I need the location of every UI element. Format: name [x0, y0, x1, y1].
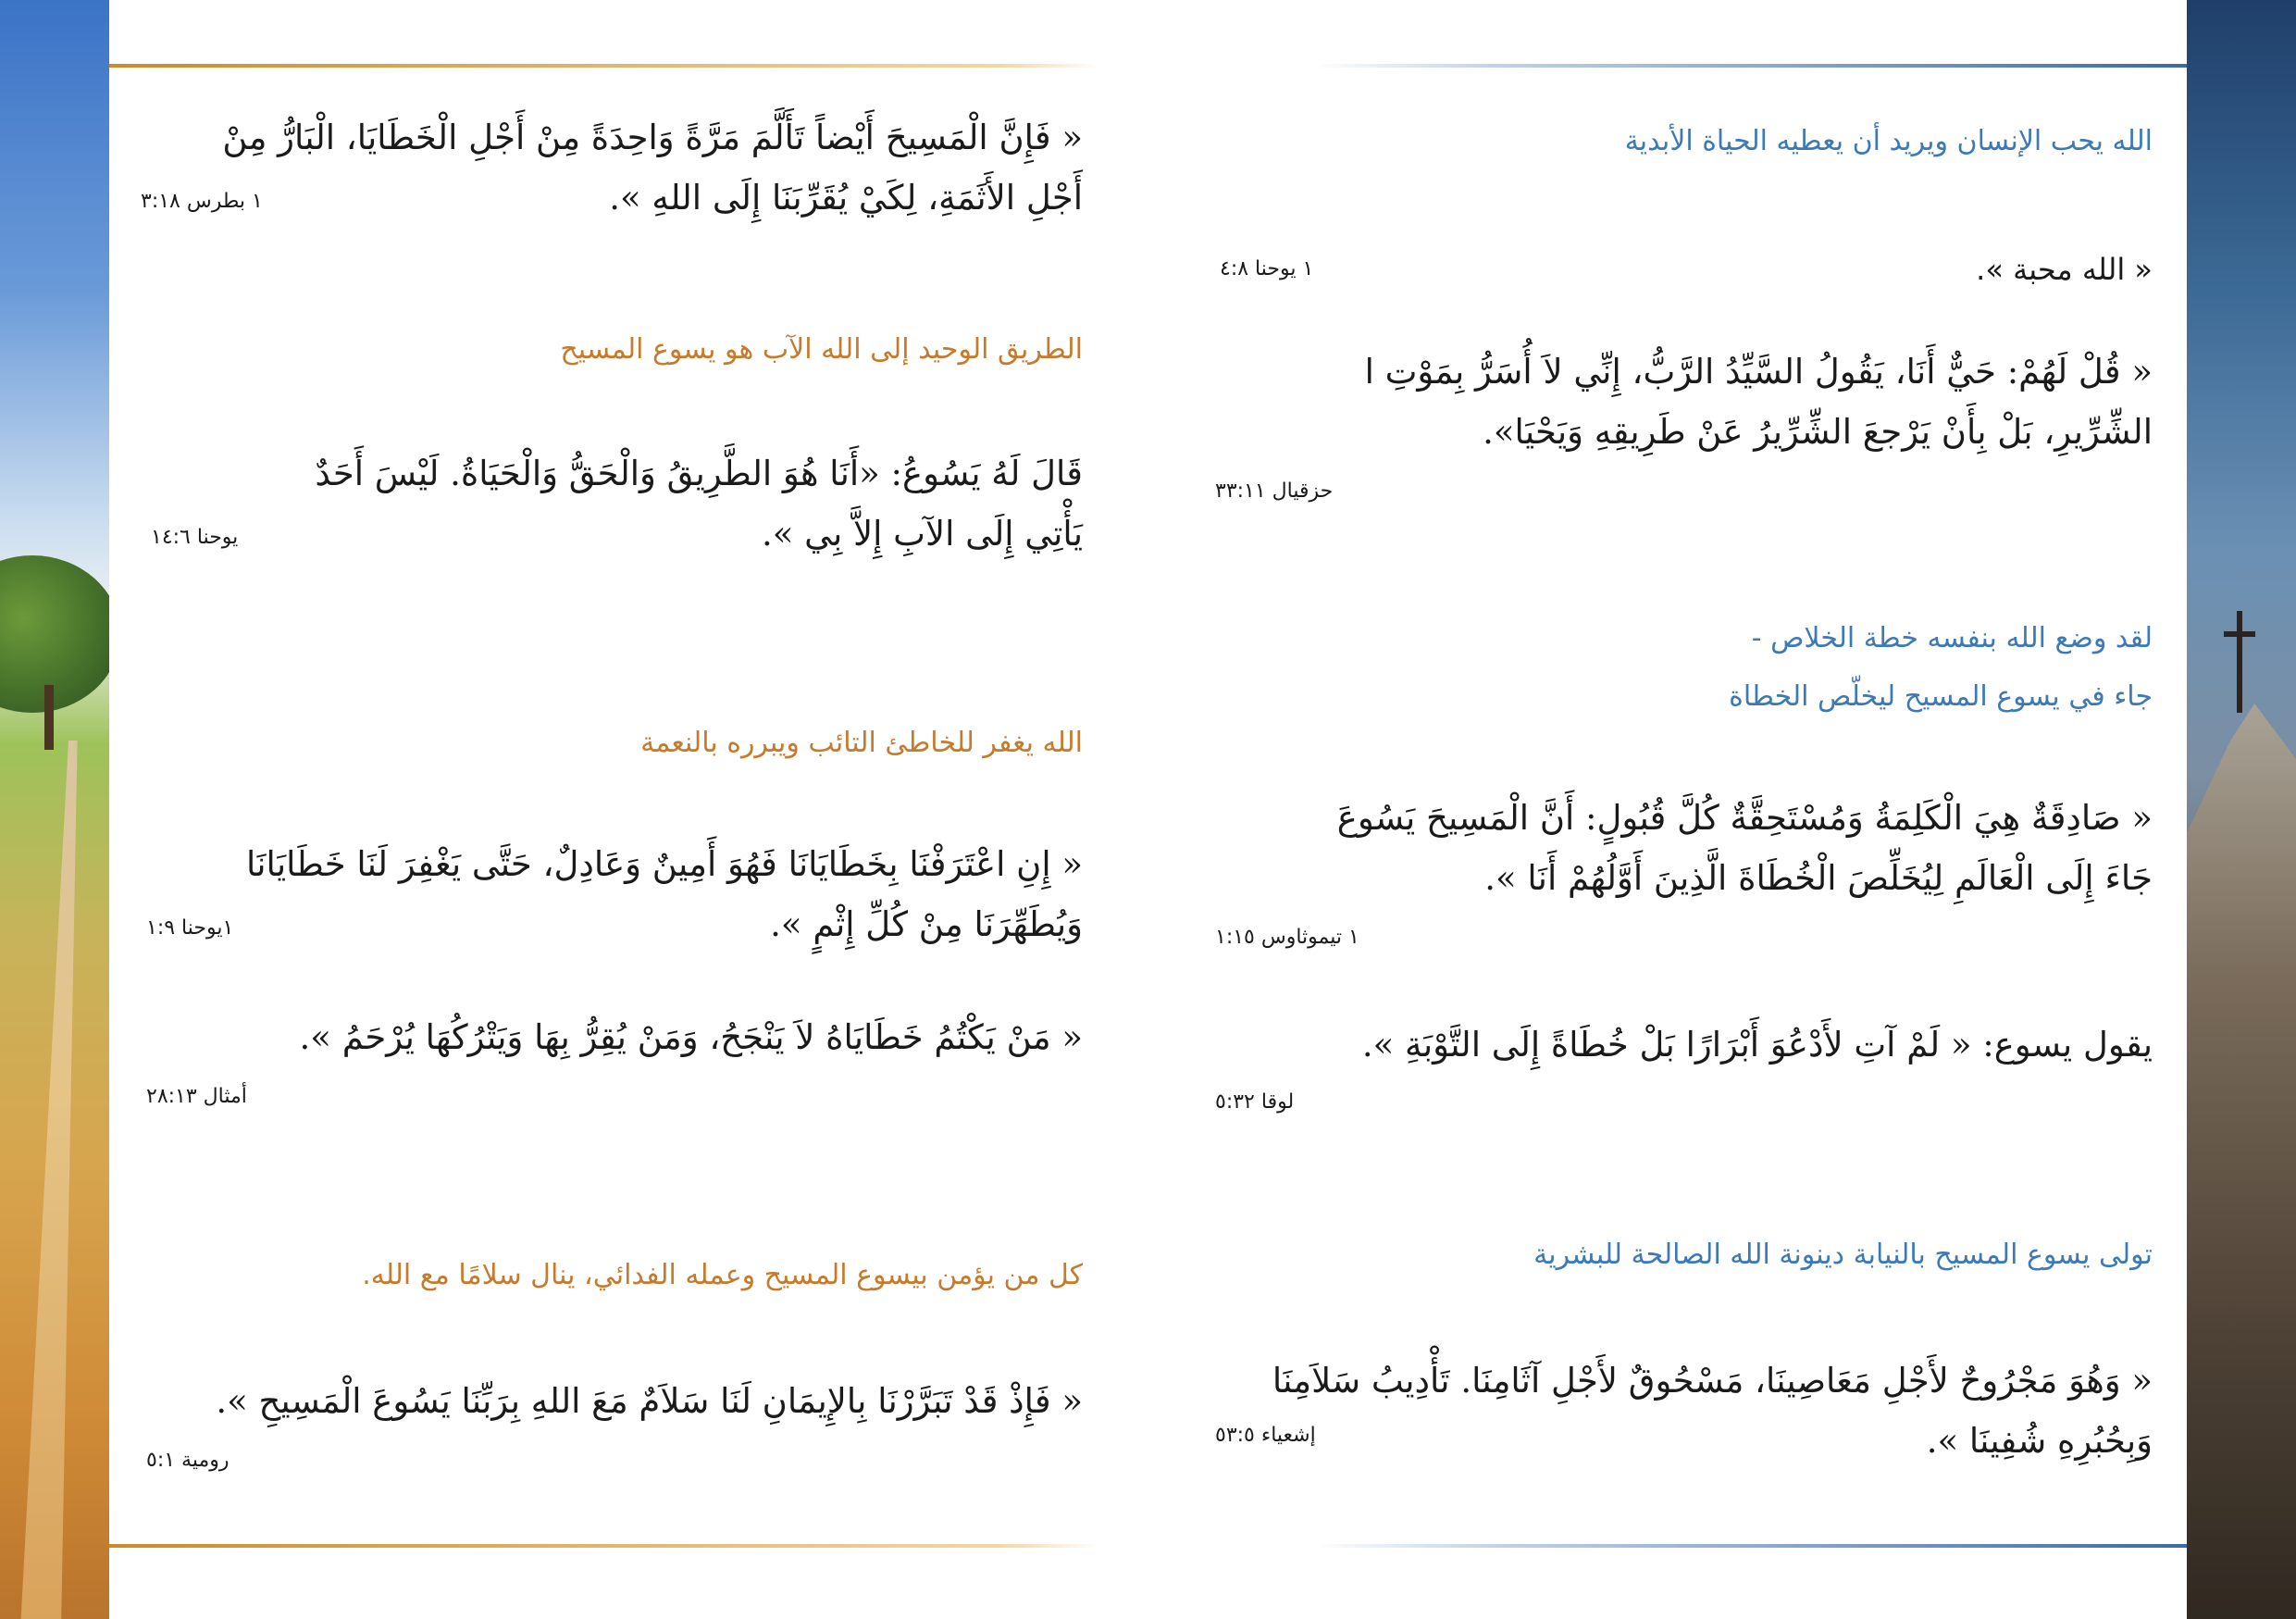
verse-line: وَيُطَهِّرَنَا مِنْ كُلِّ إِثْمٍ ».	[770, 904, 1083, 944]
verse-line: « قُلْ لَهُمْ: حَيٌّ أَنَا، يَقُولُ السَّيِّدُ الرَّبُّ، إِنِّي لاَ أُسَرُّ بِمَوْتِ ا	[1364, 352, 2153, 392]
verse-line: « وَهُوَ مَجْرُوحٌ لأَجْلِ مَعَاصِينَا، مَسْحُوقٌ لأَجْلِ آثَامِنَا. تَأْدِيبُ سَلاَمِنَا	[1272, 1361, 2153, 1401]
mountain-cross-image	[2187, 0, 2296, 1619]
verse-reference: رومية ٥:١	[146, 1449, 230, 1472]
verse-reference: أمثال ٢٨:١٣	[146, 1085, 247, 1108]
verse-line: « الله محبة ».	[1976, 252, 2153, 287]
section-heading: لقد وضع الله بنفسه خطة الخلاص -	[1751, 622, 2153, 654]
bottom-rule-left	[109, 1544, 1099, 1548]
verse-reference: ١ تيموثاوس ١:١٥	[1215, 926, 1359, 949]
tree-image	[0, 555, 109, 713]
top-rule-right	[1314, 64, 2187, 68]
verse-line: يَأْتِي إِلَى الآبِ إِلاَّ بِي ».	[761, 514, 1083, 554]
verse-line: « فَإِنَّ الْمَسِيحَ أَيْضاً تَأَلَّمَ مَرَّةً وَاحِدَةً مِنْ أَجْلِ الْخَطَايَا، الْبَارُّ مِنْ	[222, 118, 1083, 157]
section-heading: كل من يؤمن بيسوع المسيح وعمله الفدائي، ينال سلامًا مع الله.	[362, 1259, 1083, 1291]
landscape-road-image	[0, 0, 109, 1619]
verse-line: وَبِحُبُرِهِ شُفِينَا ».	[1926, 1421, 2153, 1461]
verse-line: الشِّرِّيرِ، بَلْ بِأَنْ يَرْجعَ الشِّرِّيرُ عَنْ طَرِيقِهِ وَيَحْيَا».	[1483, 412, 2153, 452]
section-heading: الله يغفر للخاطئ التائب ويبرره بالنعمة	[640, 727, 1083, 759]
verse-line: يقول يسوع: « لَمْ آتِ لأَدْعُوَ أَبْرَارًا بَلْ خُطَاةً إِلَى التَّوْبَةِ ».	[1361, 1025, 2153, 1065]
section-heading: تولى يسوع المسيح بالنيابة دينونة الله الصالحة للبشرية	[1533, 1239, 2153, 1271]
cross-icon	[2224, 611, 2255, 713]
verse-reference: إشعياء ٥٣:٥	[1215, 1424, 1316, 1447]
verse-line: جَاءَ إِلَى الْعَالَمِ لِيُخَلِّصَ الْخُطَاةَ الَّذِينَ أَوَّلُهُمْ أَنَا ».	[1484, 858, 2153, 898]
verse-line: « مَنْ يَكْتُمُ خَطَايَاهُ لاَ يَنْجَحُ، وَمَنْ يُقِرُّ بِهَا وَيَتْرُكُهَا يُرْحَمُ ».	[299, 1017, 1083, 1057]
bottom-rule-right	[1314, 1544, 2187, 1548]
mountain-rock	[2187, 704, 2296, 1619]
verse-line: « فَإِذْ قَدْ تَبَرَّرْنَا بِالإِيمَانِ لَنَا سَلاَمٌ مَعَ اللهِ بِرَبِّنَا يَسُوعَ الْمَسِيحِ ».	[216, 1381, 1083, 1421]
verse-reference: ١ يوحنا ٤:٨	[1220, 257, 1314, 280]
verse-reference: حزقيال ٣٣:١١	[1215, 479, 1334, 503]
tree-trunk	[44, 685, 54, 750]
top-rule-left	[109, 64, 1099, 68]
section-heading: الطريق الوحيد إلى الله الآب هو يسوع المسيح	[560, 333, 1083, 366]
section-heading: الله يحب الإنسان ويريد أن يعطيه الحياة الأبدية	[1624, 125, 2153, 157]
verse-line: « إِنِ اعْتَرَفْنَا بِخَطَايَانَا فَهُوَ أَمِينٌ وَعَادِلٌ، حَتَّى يَغْفِرَ لَنَا خَطَايَانَا	[245, 844, 1083, 884]
verse-line: « صَادِقَةٌ هِيَ الْكَلِمَةُ وَمُسْتَحِقَّةٌ كُلَّ قُبُولٍ: أَنَّ الْمَسِيحَ يَسُوعَ	[1336, 798, 2153, 838]
verse-reference: ١يوحنا ١:٩	[146, 916, 234, 940]
dirt-road	[9, 741, 83, 1619]
verse-reference: لوقا ٥:٣٢	[1215, 1090, 1295, 1114]
verse-line: أَجْلِ الأَثَمَةِ، لِكَيْ يُقَرِّبَنَا إِلَى اللهِ ».	[609, 178, 1083, 218]
verse-reference: يوحنا ١٤:٦	[151, 526, 239, 549]
verse-line: قَالَ لَهُ يَسُوعُ: «أَنَا هُوَ الطَّرِيقُ وَالْحَقُّ وَالْحَيَاةُ. لَيْسَ أَحَدٌ	[315, 454, 1083, 493]
section-heading: جاء في يسوع المسيح ليخلّص الخطاة	[1729, 680, 2153, 713]
verse-reference: ١ بطرس ٣:١٨	[141, 190, 263, 213]
